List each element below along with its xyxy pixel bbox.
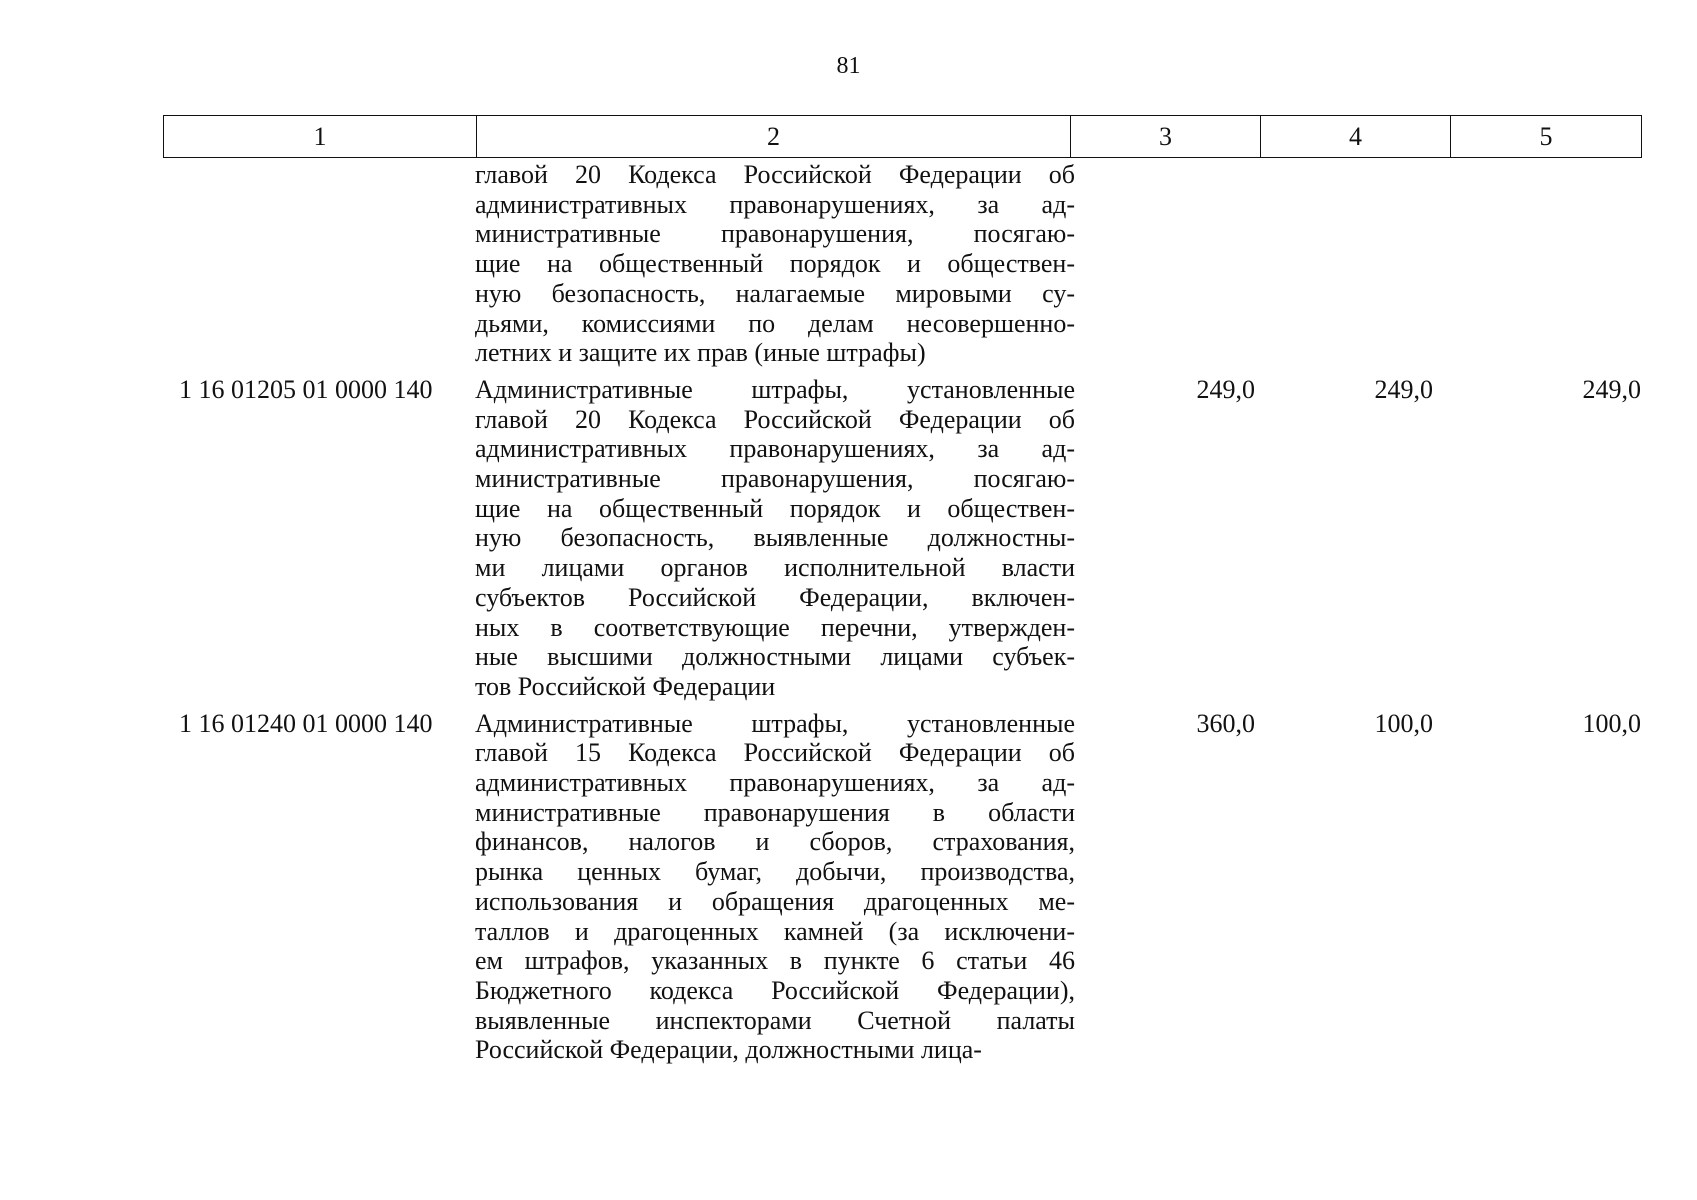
revenue-description bbox=[475, 709, 1075, 1065]
header-cell-5: 5 bbox=[1451, 116, 1642, 158]
description-line: финансов, налогов и сборов, страхования, bbox=[475, 827, 1075, 857]
amount-column-4 bbox=[1265, 160, 1455, 368]
description-line: щие на общественный порядок и обществен- bbox=[475, 493, 1075, 523]
description-line: ную безопасность, выявленные должностны- bbox=[475, 523, 1075, 553]
amount-column-3: 360,0 bbox=[1196, 708, 1255, 738]
description-line: летних и защите их прав (иные штрафы) bbox=[475, 338, 926, 368]
table-row bbox=[163, 375, 1641, 702]
amount-column-3 bbox=[1075, 160, 1265, 368]
table-body bbox=[163, 160, 1641, 1065]
description-line: административных правонарушениях, за ад- bbox=[475, 768, 1075, 798]
amount-column-5 bbox=[1455, 160, 1641, 368]
revenue-code: 1 16 01205 01 0000 140 bbox=[179, 374, 433, 404]
description-line: использования и обращения драгоценных ме- bbox=[475, 886, 1075, 916]
amount-column-3: 249,0 bbox=[1196, 374, 1255, 404]
description-line: Административные штрафы, установленные bbox=[475, 374, 1075, 404]
description-line: главой 20 Кодекса Российской Федерации об bbox=[475, 404, 1075, 434]
description-line: ные высшими должностными лицами субъек- bbox=[475, 642, 1075, 672]
description-line: Бюджетного кодекса Российской Федерации), bbox=[475, 975, 1075, 1005]
header-cell-1: 1 bbox=[164, 116, 477, 158]
description-line: щие на общественный порядок и обществен- bbox=[475, 249, 1075, 279]
revenue-description bbox=[475, 375, 1075, 702]
description-line: министративные правонарушения, посягаю- bbox=[475, 219, 1075, 249]
amount-column-4: 249,0 bbox=[1374, 374, 1433, 404]
description-line: Российской Федерации, должностными лица- bbox=[475, 1035, 982, 1065]
description-line: министративные правонарушения в области bbox=[475, 797, 1075, 827]
header-cell-3: 3 bbox=[1071, 116, 1261, 158]
column-number-header bbox=[163, 115, 1642, 158]
description-line: ми лицами органов исполнительной власти bbox=[475, 553, 1075, 583]
amount-column-4: 100,0 bbox=[1374, 708, 1433, 738]
revenue-description bbox=[475, 160, 1075, 368]
description-line: административных правонарушениях, за ад- bbox=[475, 434, 1075, 464]
description-line: субъектов Российской Федерации, включен- bbox=[475, 582, 1075, 612]
description-line: ную безопасность, налагаемые мировыми су- bbox=[475, 278, 1075, 308]
description-line: дьями, комиссиями по делам несовершенно- bbox=[475, 308, 1075, 338]
header-row bbox=[164, 116, 1642, 158]
header-cell-2: 2 bbox=[477, 116, 1071, 158]
amount-column-5: 100,0 bbox=[1582, 708, 1641, 738]
description-line: выявленные инспекторами Счетной палаты bbox=[475, 1005, 1075, 1035]
amount-column-5: 249,0 bbox=[1582, 374, 1641, 404]
description-line: таллов и драгоценных камней (за исключени- bbox=[475, 916, 1075, 946]
description-line: главой 15 Кодекса Российской Федерации об bbox=[475, 738, 1075, 768]
description-line: рынка ценных бумаг, добычи, производства, bbox=[475, 857, 1075, 887]
description-line: административных правонарушениях, за ад- bbox=[475, 189, 1075, 219]
description-line: главой 20 Кодекса Российской Федерации об bbox=[475, 160, 1075, 189]
revenue-code bbox=[163, 160, 463, 368]
description-line: ем штрафов, указанных в пункте 6 статьи 46 bbox=[475, 946, 1075, 976]
description-line: ных в соответствующие перечни, утвержден- bbox=[475, 612, 1075, 642]
header-cell-4: 4 bbox=[1261, 116, 1451, 158]
revenue-code: 1 16 01240 01 0000 140 bbox=[179, 708, 433, 738]
table-row bbox=[163, 160, 1641, 368]
description-line: Административные штрафы, установленные bbox=[475, 708, 1075, 738]
description-line: тов Российской Федерации bbox=[475, 671, 776, 701]
table-row bbox=[163, 709, 1641, 1065]
page-number: 81 bbox=[836, 53, 861, 79]
description-line: министративные правонарушения, посягаю- bbox=[475, 464, 1075, 494]
